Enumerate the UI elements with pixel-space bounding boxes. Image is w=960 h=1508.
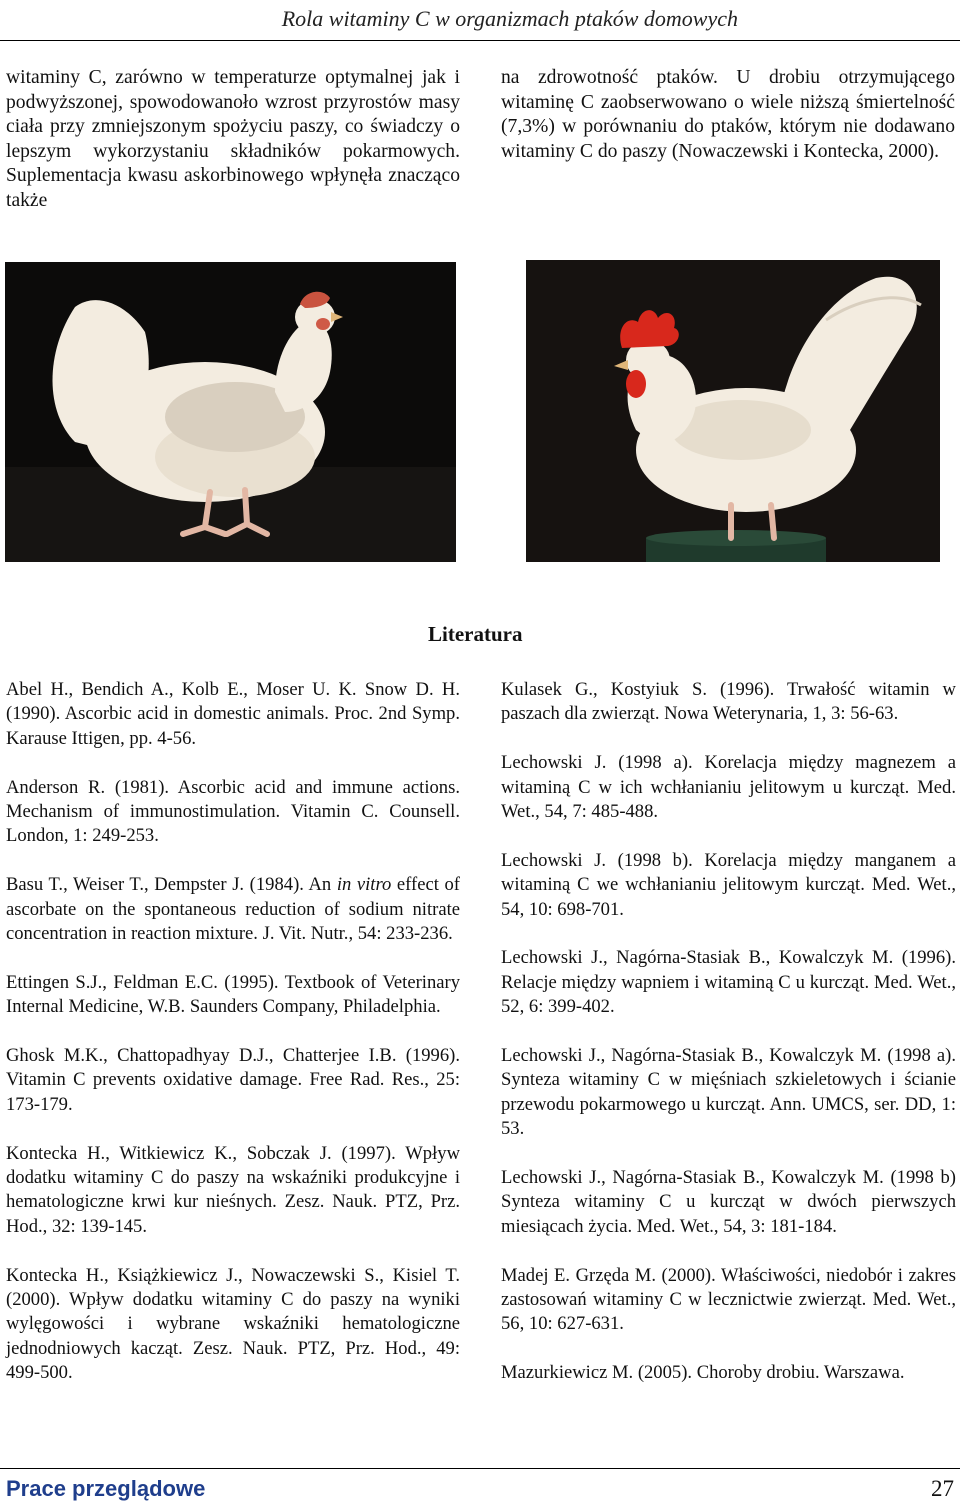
reference-entry: Lechowski J. (1998 b). Korelacja między manganem a witaminą C we wchłanianiu jelitowym kurcząt. Med. Wet., 54, 10: 698-701. (501, 849, 956, 920)
section-label: Prace przeglądowe (6, 1476, 206, 1501)
body-text-right (501, 66, 955, 164)
reference-entry: Lechowski J., Nagórna-Stasiak B., Kowalczyk M. (1998 a). Synteza witaminy C w mięśniach szkieletowych i ścianie przewodu pokarmowego u kurcząt. Ann. UMCS, ser. DD, 1: 53. (501, 1045, 956, 1140)
literature-heading: Literatura (428, 622, 523, 646)
reference-entry: Anderson R. (1981). Ascorbic acid and immune actions. Mechanism of immunostimulation. Vitamin C. Counsell. London, 1: 249-253. (6, 776, 460, 847)
rooster-illustration (526, 260, 940, 562)
reference-entry: Lechowski J., Nagórna-Stasiak B., Kowalczyk M. (1996). Relacje między wapniem i witaminą C u kurcząt. Med. Wet., 52, 6: 399-402. (501, 947, 956, 1018)
body-text-left (6, 66, 460, 214)
reference-entry: Kontecka H., Książkiewicz J., Nowaczewski S., Kisiel T. (2000). Wpływ dodatku witaminy C do paszy na wyniki wylęgowości i wybrane wskaźniki hematologiczne jednodniowych kacząt. Zesz. Nauk. PTZ, Prz. Hod., 49: 499-500. (6, 1264, 460, 1384)
reference-entry: Kulasek G., Kostyiuk S. (1996). Trwałość witamin w paszach dla zwierząt. Nowa Weterynaria, 1, 3: 56-63. (501, 679, 956, 725)
running-header (0, 0, 960, 41)
reference-entry: Lechowski J. (1998 a). Korelacja między magnezem a witaminą C w ich wchłanianiu jelitowym u kurcząt. Med. Wet., 54, 7: 485-488. (501, 752, 956, 823)
hen-illustration (5, 262, 456, 562)
footer-rule (0, 1468, 960, 1469)
paragraph-left: witaminy C, zarówno w temperaturze optymalnej jak i podwyższonej, spowodowanoło wzrost przyrostów masy ciała przy zmniejszonym spożyciu paszy, co świadczy o lepszym wykorzystaniu składników pokarmowych. Suplementacja kwasu askorbinowego wpłynęła znacząco także (6, 67, 460, 211)
reference-entry: Basu T., Weiser T., Dempster J. (1984). An in vitro effect of ascorbate on the spontaneous reduction of sodium nitrate concentration in reaction mixture. J. Vit. Nutr., 54: 233-236. (6, 874, 460, 945)
paragraph-right: na zdrowotność ptaków. U drobiu otrzymującego witaminę C zaobserwowano o wiele niższą śmiertelność (7,3%) w porównaniu do ptaków, którym nie dodawano witaminy C do paszy (Nowaczewski i Kontecka, 2000). (501, 67, 955, 162)
rooster-wattle (626, 370, 646, 398)
reference-entry: Ghosk M.K., Chattopadhyay D.J., Chatterjee I.B. (1996). Vitamin C prevents oxidative damage. Free Rad. Res., 25: 173-179. (6, 1045, 460, 1115)
reference-entry: Mazurkiewicz M. (2005). Choroby drobiu. Warszawa. (501, 1362, 905, 1384)
reference-entry: Ettingen S.J., Feldman E.C. (1995). Textbook of Veterinary Internal Medicine, W.B. Saunders Company, Philadelphia. (6, 971, 460, 1018)
reference-entry: Lechowski J., Nagórna-Stasiak B., Kowalczyk M. (1998 b) Synteza witaminy C u kurcząt w dwóch pierwszych miesiącach życia. Med. Wet., 54, 3: 181-184. (501, 1167, 956, 1237)
reference-entry: Kontecka H., Witkiewicz K., Sobczak J. (1997). Wpływ dodatku witaminy C do paszy na wskaźniki produkcyjne i hematologiczne krwi kur nieśnych. Zesz. Nauk. PTZ, Prz. Hod., 32: 139-145. (6, 1142, 460, 1237)
reference-entry: Madej E. Grzęda M. (2000). Właściwości, niedobór i zakres zastosowań witaminy C w lecznictwie zwierząt. Med. Wet., 56, 10: 627-631. (501, 1264, 956, 1335)
page-number: 27 (931, 1476, 954, 1501)
photo-white-hen (5, 262, 456, 562)
photo-white-rooster (526, 260, 940, 562)
hen-wattle (316, 318, 330, 330)
reference-entry: Abel H., Bendich A., Kolb E., Moser U. K. Snow D. H. (1990). Ascorbic acid in domestic animals. Proc. 2nd Symp. Karause Ittigen, pp. 4-56. (6, 679, 460, 749)
running-title: Rola witaminy C w organizmach ptaków domowych (281, 6, 738, 31)
references-left (6, 678, 460, 1410)
references-right (501, 678, 956, 1410)
